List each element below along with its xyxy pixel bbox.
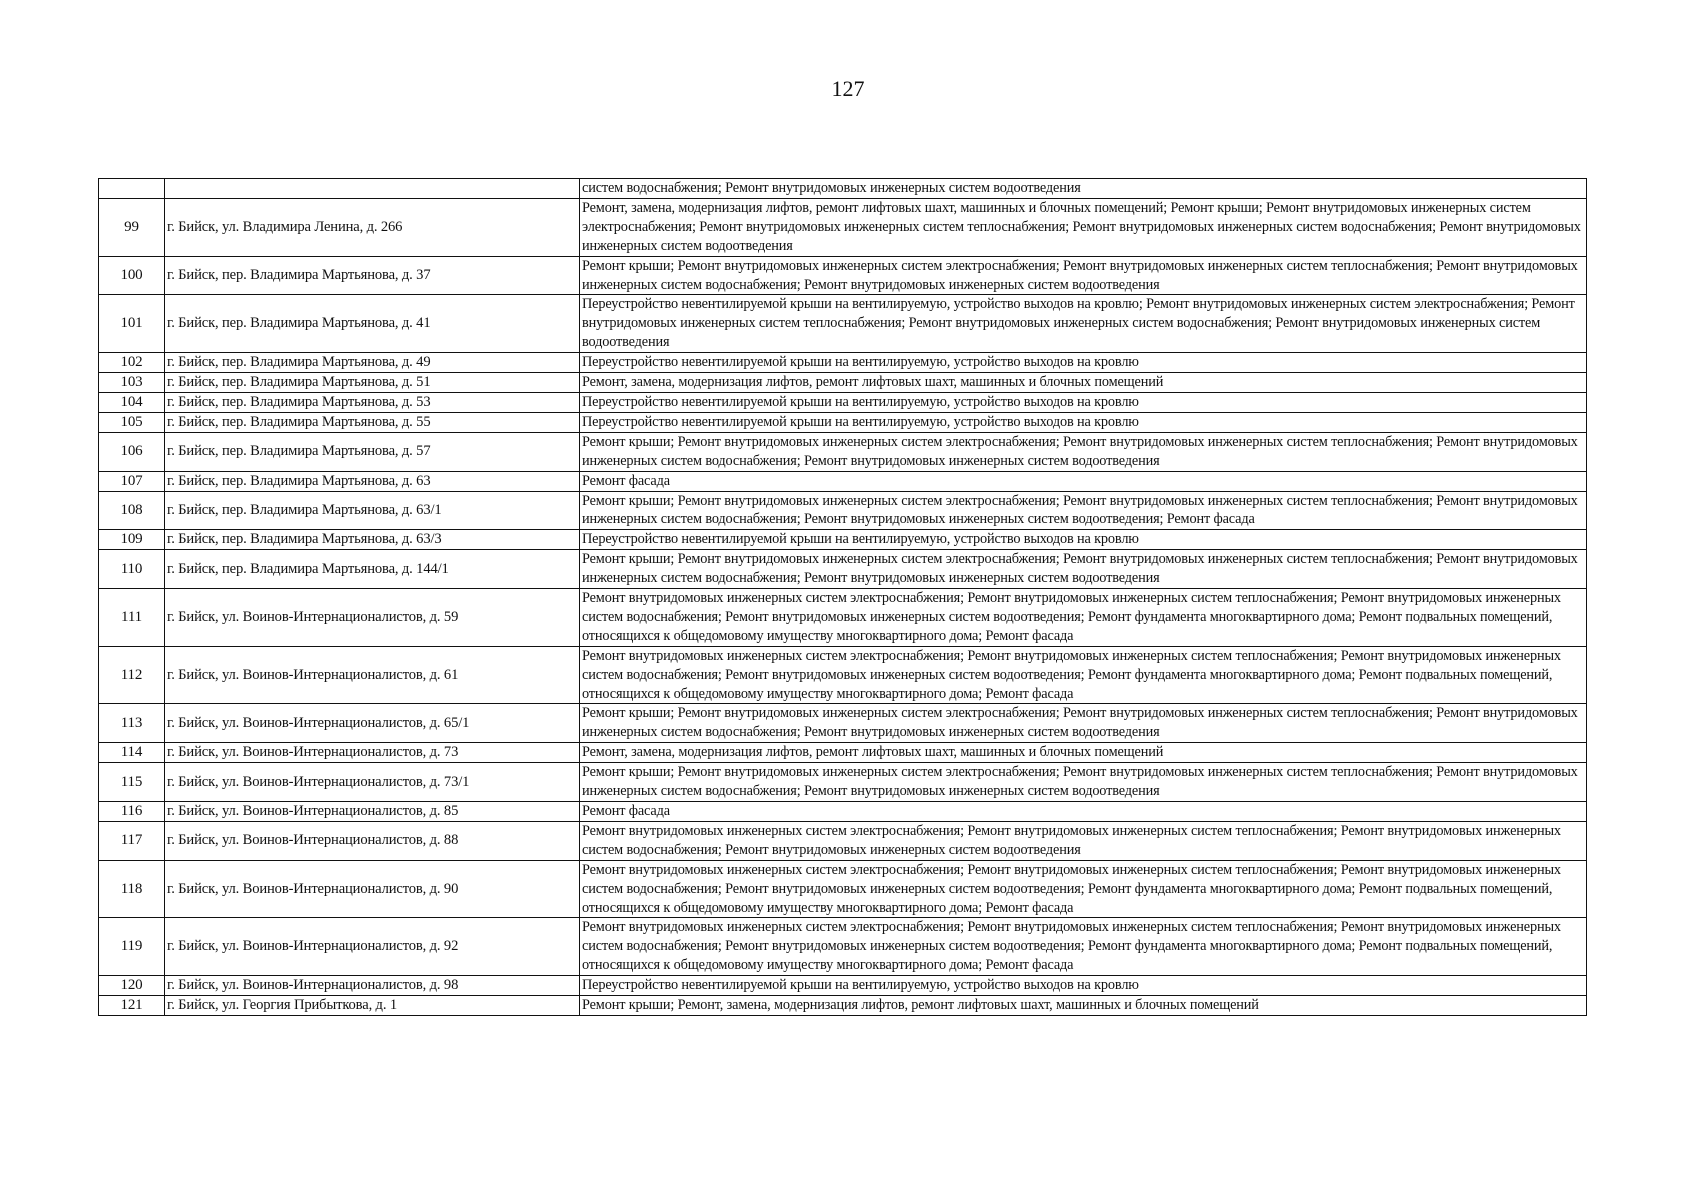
row-works: Ремонт фасада: [580, 471, 1587, 491]
repair-works-table: [98, 178, 1587, 1016]
table-row: [99, 471, 1587, 491]
row-number: 109: [99, 530, 165, 550]
row-address: г. Бийск, пер. Владимира Мартьянова, д. 41: [165, 295, 580, 353]
row-address: г. Бийск, ул. Воинов-Интернационалистов, д. 61: [165, 646, 580, 704]
row-works: Ремонт внутридомовых инженерных систем электроснабжения; Ремонт внутридомовых инженерных систем теплоснабжения; Ремонт внутридомовых инженерных систем водоснабжения; Ремонт внутридомовых инженерных систем водоотведения; Ремонт фундамента многоквартирного дома; Ремонт подвальных помещений, относящихся к общедомовому имуществу многоквартирного дома; Ремонт фасада: [580, 918, 1587, 976]
table-row: [99, 821, 1587, 860]
row-works: Ремонт крыши; Ремонт внутридомовых инженерных систем электроснабжения; Ремонт внутридомовых инженерных систем теплоснабжения; Ремонт внутридомовых инженерных систем водоснабжения; Ремонт внутридомовых инженерных систем водоотведения: [580, 256, 1587, 295]
row-address: г. Бийск, ул. Воинов-Интернационалистов, д. 73/1: [165, 763, 580, 802]
row-address: г. Бийск, ул. Воинов-Интернационалистов, д. 90: [165, 860, 580, 918]
row-address: г. Бийск, ул. Владимира Ленина, д. 266: [165, 198, 580, 256]
table-row: [99, 550, 1587, 589]
row-number: 111: [99, 589, 165, 647]
row-address: г. Бийск, пер. Владимира Мартьянова, д. 49: [165, 353, 580, 373]
table-row: [99, 353, 1587, 373]
row-address: г. Бийск, ул. Воинов-Интернационалистов, д. 65/1: [165, 704, 580, 743]
table-row: [99, 256, 1587, 295]
table-row: [99, 976, 1587, 996]
row-address: г. Бийск, пер. Владимира Мартьянова, д. 53: [165, 392, 580, 412]
table-row: [99, 860, 1587, 918]
row-address: г. Бийск, пер. Владимира Мартьянова, д. 63: [165, 471, 580, 491]
row-works: систем водоснабжения; Ремонт внутридомовых инженерных систем водоотведения: [580, 179, 1587, 199]
row-number: 100: [99, 256, 165, 295]
row-works: Ремонт, замена, модернизация лифтов, ремонт лифтовых шахт, машинных и блочных помещений; Ремонт крыши; Ремонт внутридомовых инженерных систем электроснабжения; Ремонт внутридомовых инженерных систем теплоснабжения; Ремонт внутридомовых инженерных систем водоснабжения; Ремонт внутридомовых инженерных систем водоотведения: [580, 198, 1587, 256]
row-number: 106: [99, 432, 165, 471]
row-works: Переустройство невентилируемой крыши на вентилируемую, устройство выходов на кровлю: [580, 976, 1587, 996]
row-address: г. Бийск, пер. Владимира Мартьянова, д. 51: [165, 373, 580, 393]
row-number: 108: [99, 491, 165, 530]
row-works: Ремонт, замена, модернизация лифтов, ремонт лифтовых шахт, машинных и блочных помещений: [580, 373, 1587, 393]
row-works: Переустройство невентилируемой крыши на вентилируемую, устройство выходов на кровлю: [580, 412, 1587, 432]
row-number: 112: [99, 646, 165, 704]
row-works: Ремонт фасада: [580, 802, 1587, 822]
row-address: г. Бийск, ул. Воинов-Интернационалистов, д. 88: [165, 821, 580, 860]
row-address: г. Бийск, пер. Владимира Мартьянова, д. 37: [165, 256, 580, 295]
row-number: 115: [99, 763, 165, 802]
row-works: Ремонт крыши; Ремонт, замена, модернизация лифтов, ремонт лифтовых шахт, машинных и блочных помещений: [580, 996, 1587, 1016]
table-row: [99, 704, 1587, 743]
row-works: Ремонт внутридомовых инженерных систем электроснабжения; Ремонт внутридомовых инженерных систем теплоснабжения; Ремонт внутридомовых инженерных систем водоснабжения; Ремонт внутридомовых инженерных систем водоотведения; Ремонт фундамента многоквартирного дома; Ремонт подвальных помещений, относящихся к общедомовому имуществу многоквартирного дома; Ремонт фасада: [580, 860, 1587, 918]
row-address: г. Бийск, ул. Воинов-Интернационалистов, д. 59: [165, 589, 580, 647]
row-works: Переустройство невентилируемой крыши на вентилируемую, устройство выходов на кровлю: [580, 392, 1587, 412]
row-works: Переустройство невентилируемой крыши на вентилируемую, устройство выходов на кровлю: [580, 530, 1587, 550]
row-number: 104: [99, 392, 165, 412]
row-address: г. Бийск, ул. Воинов-Интернационалистов, д. 73: [165, 743, 580, 763]
table-row: [99, 763, 1587, 802]
row-address: г. Бийск, ул. Воинов-Интернационалистов, д. 85: [165, 802, 580, 822]
row-address: г. Бийск, пер. Владимира Мартьянова, д. 63/1: [165, 491, 580, 530]
table-row: [99, 996, 1587, 1016]
row-number: [99, 179, 165, 199]
row-number: 121: [99, 996, 165, 1016]
row-address: г. Бийск, пер. Владимира Мартьянова, д. 144/1: [165, 550, 580, 589]
row-works: Ремонт внутридомовых инженерных систем электроснабжения; Ремонт внутридомовых инженерных систем теплоснабжения; Ремонт внутридомовых инженерных систем водоснабжения; Ремонт внутридомовых инженерных систем водоотведения; Ремонт фундамента многоквартирного дома; Ремонт подвальных помещений, относящихся к общедомовому имуществу многоквартирного дома; Ремонт фасада: [580, 589, 1587, 647]
table-row: [99, 802, 1587, 822]
table-row: [99, 530, 1587, 550]
row-number: 110: [99, 550, 165, 589]
table-row: [99, 373, 1587, 393]
row-works: Ремонт внутридомовых инженерных систем электроснабжения; Ремонт внутридомовых инженерных систем теплоснабжения; Ремонт внутридомовых инженерных систем водоснабжения; Ремонт внутридомовых инженерных систем водоотведения; Ремонт фундамента многоквартирного дома; Ремонт подвальных помещений, относящихся к общедомовому имуществу многоквартирного дома; Ремонт фасада: [580, 646, 1587, 704]
table-row: [99, 179, 1587, 199]
table-row: [99, 646, 1587, 704]
row-address: г. Бийск, пер. Владимира Мартьянова, д. 55: [165, 412, 580, 432]
page-number: 127: [831, 76, 865, 101]
row-number: 102: [99, 353, 165, 373]
row-number: 119: [99, 918, 165, 976]
row-works: Ремонт крыши; Ремонт внутридомовых инженерных систем электроснабжения; Ремонт внутридомовых инженерных систем теплоснабжения; Ремонт внутридомовых инженерных систем водоснабжения; Ремонт внутридомовых инженерных систем водоотведения: [580, 550, 1587, 589]
table-row: [99, 491, 1587, 530]
row-works: Ремонт крыши; Ремонт внутридомовых инженерных систем электроснабжения; Ремонт внутридомовых инженерных систем теплоснабжения; Ремонт внутридомовых инженерных систем водоснабжения; Ремонт внутридомовых инженерных систем водоотведения: [580, 763, 1587, 802]
row-number: 116: [99, 802, 165, 822]
row-works: Переустройство невентилируемой крыши на вентилируемую, устройство выходов на кровлю: [580, 353, 1587, 373]
row-number: 103: [99, 373, 165, 393]
row-works: Ремонт внутридомовых инженерных систем электроснабжения; Ремонт внутридомовых инженерных систем теплоснабжения; Ремонт внутридомовых инженерных систем водоснабжения; Ремонт внутридомовых инженерных систем водоотведения: [580, 821, 1587, 860]
table-row: [99, 589, 1587, 647]
row-works: Ремонт, замена, модернизация лифтов, ремонт лифтовых шахт, машинных и блочных помещений: [580, 743, 1587, 763]
table-row: [99, 743, 1587, 763]
row-number: 105: [99, 412, 165, 432]
table-row: [99, 198, 1587, 256]
row-number: 118: [99, 860, 165, 918]
row-number: 113: [99, 704, 165, 743]
row-works: Ремонт крыши; Ремонт внутридомовых инженерных систем электроснабжения; Ремонт внутридомовых инженерных систем теплоснабжения; Ремонт внутридомовых инженерных систем водоснабжения; Ремонт внутридомовых инженерных систем водоотведения: [580, 704, 1587, 743]
row-number: 120: [99, 976, 165, 996]
row-works: Переустройство невентилируемой крыши на вентилируемую, устройство выходов на кровлю; Ремонт внутридомовых инженерных систем электроснабжения; Ремонт внутридомовых инженерных систем теплоснабжения; Ремонт внутридомовых инженерных систем водоснабжения; Ремонт внутридомовых инженерных систем водоотведения: [580, 295, 1587, 353]
row-number: 99: [99, 198, 165, 256]
row-address: г. Бийск, ул. Воинов-Интернационалистов, д. 98: [165, 976, 580, 996]
table-row: [99, 432, 1587, 471]
row-number: 101: [99, 295, 165, 353]
row-address: [165, 179, 580, 199]
row-address: г. Бийск, пер. Владимира Мартьянова, д. 63/3: [165, 530, 580, 550]
table-body: [99, 179, 1587, 1016]
row-number: 107: [99, 471, 165, 491]
table-row: [99, 412, 1587, 432]
table-row: [99, 295, 1587, 353]
row-address: г. Бийск, ул. Георгия Прибыткова, д. 1: [165, 996, 580, 1016]
row-works: Ремонт крыши; Ремонт внутридомовых инженерных систем электроснабжения; Ремонт внутридомовых инженерных систем теплоснабжения; Ремонт внутридомовых инженерных систем водоснабжения; Ремонт внутридомовых инженерных систем водоотведения; Ремонт фасада: [580, 491, 1587, 530]
table-row: [99, 918, 1587, 976]
row-number: 114: [99, 743, 165, 763]
row-address: г. Бийск, ул. Воинов-Интернационалистов, д. 92: [165, 918, 580, 976]
row-works: Ремонт крыши; Ремонт внутридомовых инженерных систем электроснабжения; Ремонт внутридомовых инженерных систем теплоснабжения; Ремонт внутридомовых инженерных систем водоснабжения; Ремонт внутридомовых инженерных систем водоотведения: [580, 432, 1587, 471]
table-row: [99, 392, 1587, 412]
row-number: 117: [99, 821, 165, 860]
row-address: г. Бийск, пер. Владимира Мартьянова, д. 57: [165, 432, 580, 471]
